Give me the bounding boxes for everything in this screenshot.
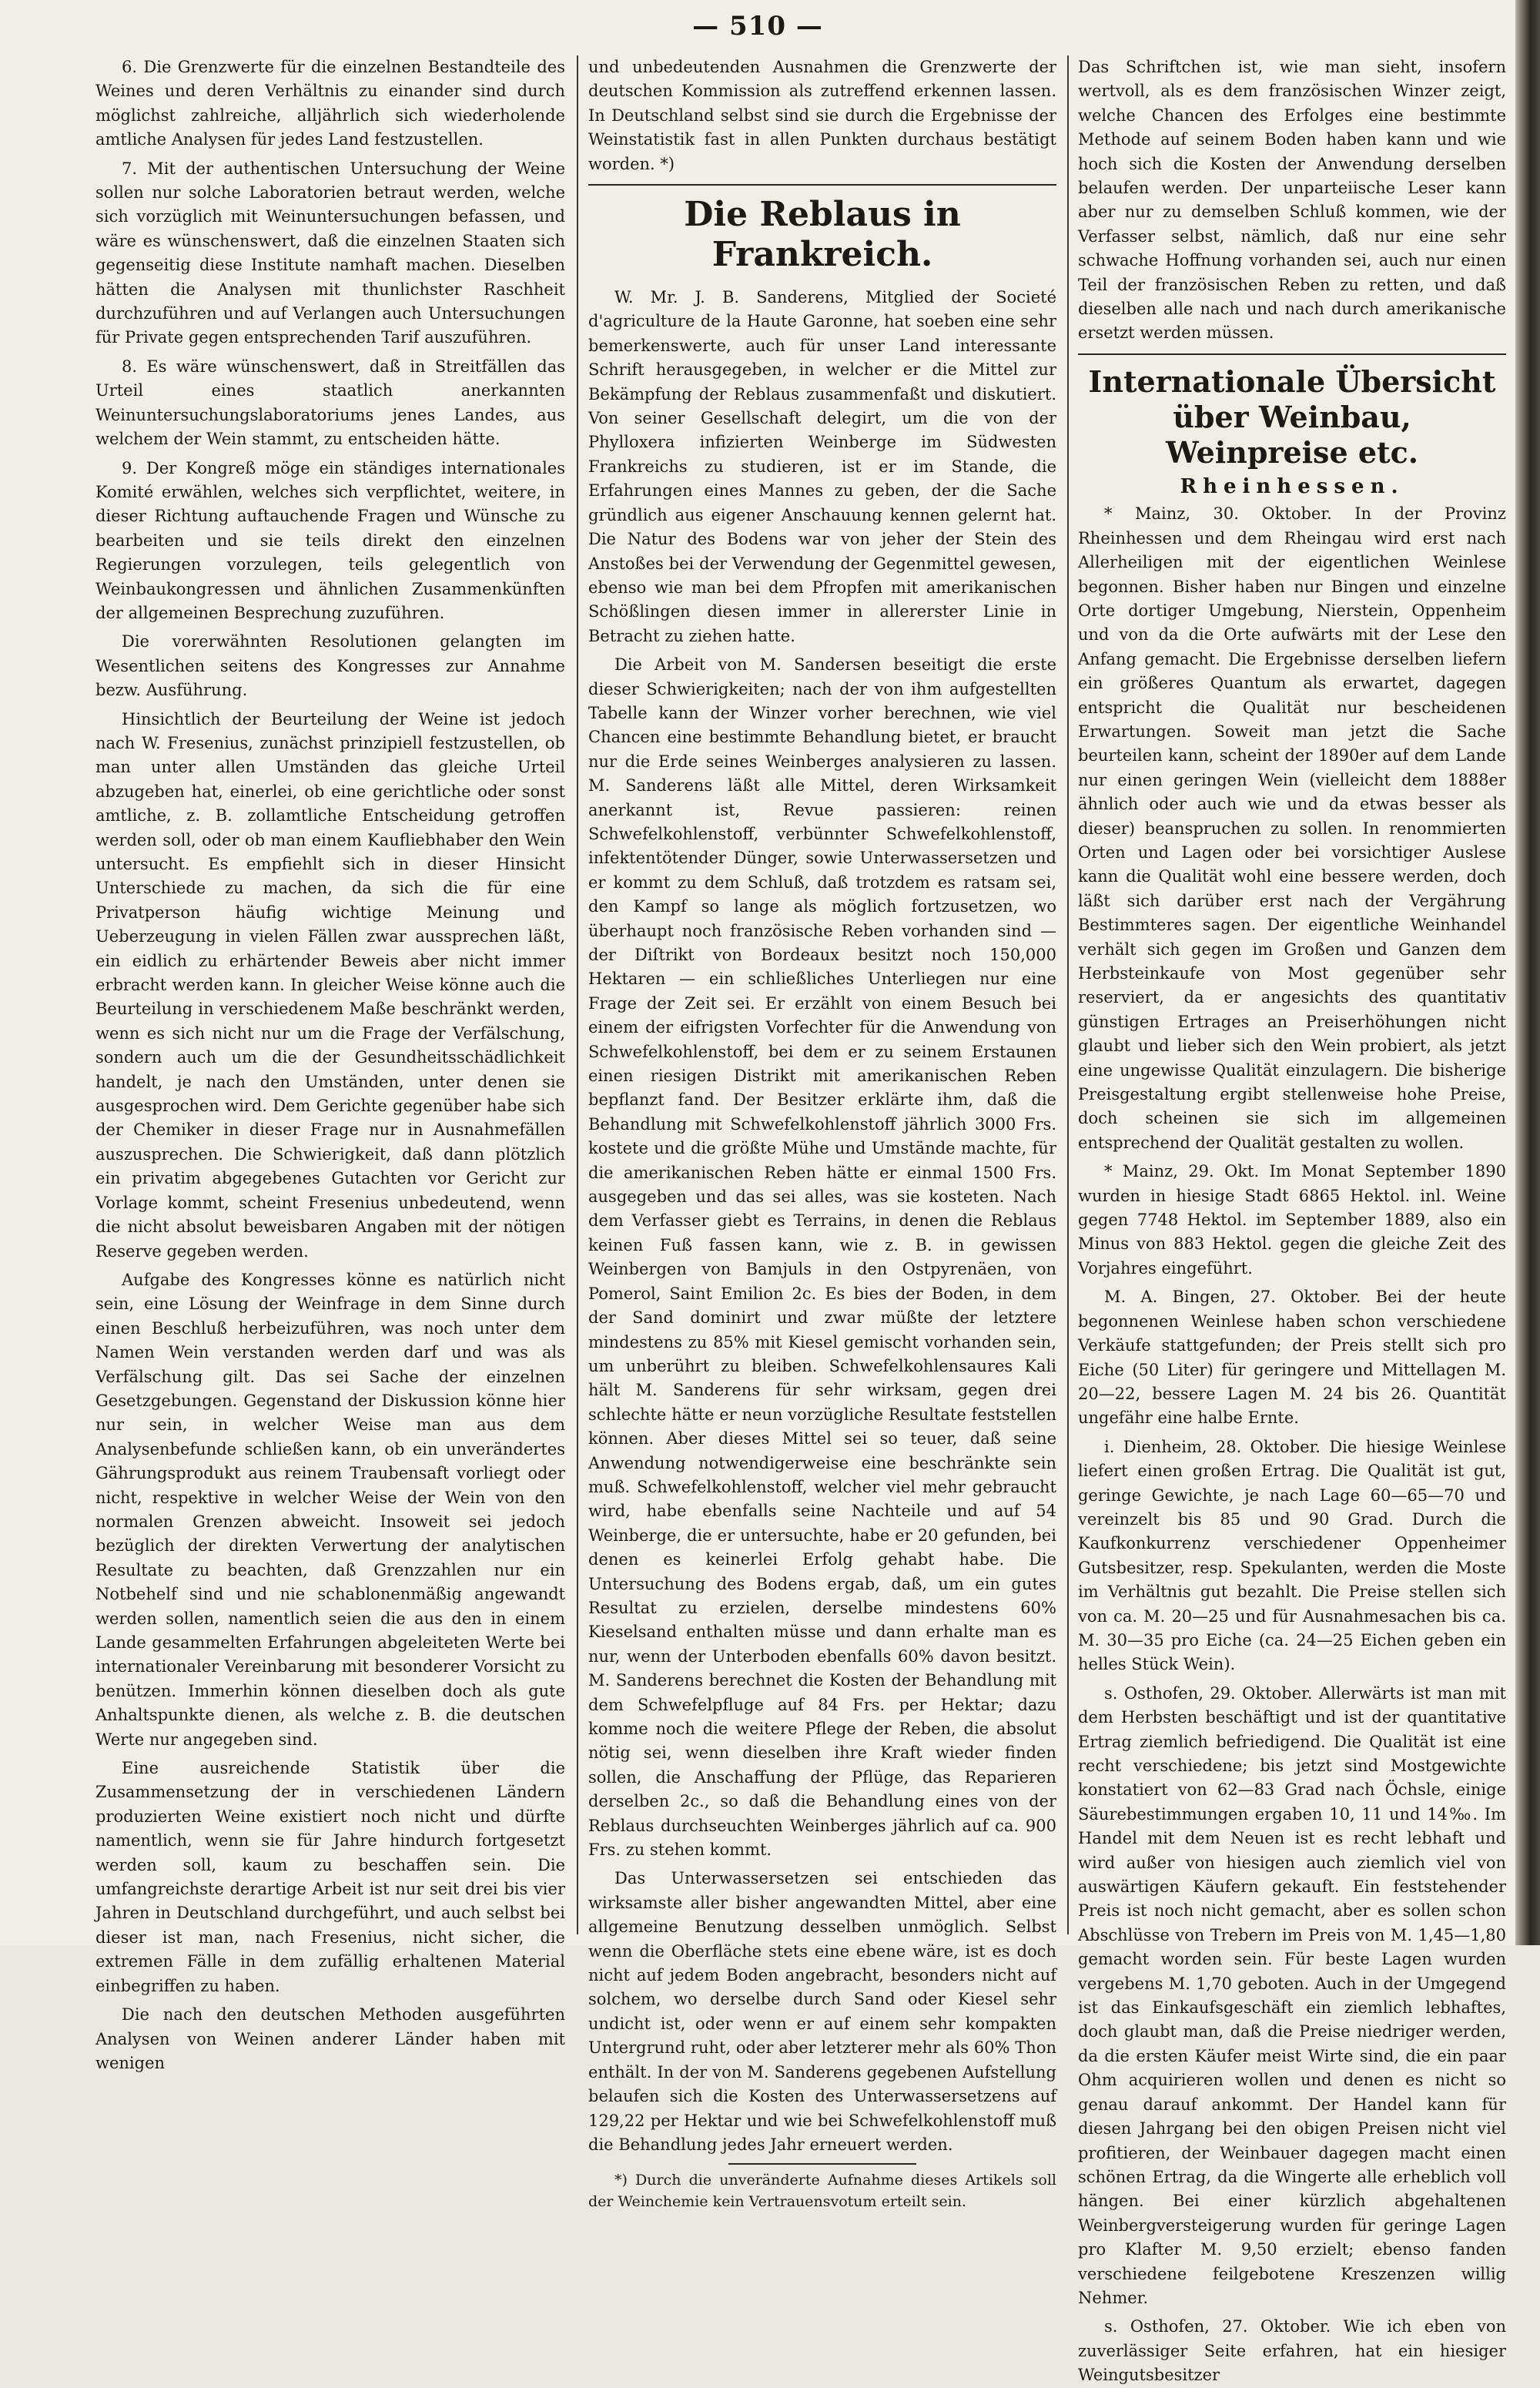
paragraph: Aufgabe des Kongresses könne es natürlich nicht sein, eine Lösung der Weinfrage in dem Sinne durch einen Beschluß herbeizuführen, was noch unter dem Namen Wein verstanden werden darf und was als Verfälschung gilt. Das sei Sache der einzelnen Gesetzgebungen. Gegenstand der Diskussion könne hier nur sein, in welcher Weise man aus dem Analysenbefunde schließen kann, ob ein unverändertes Gährungsprodukt aus reinem Traubensaft vorliegt oder nicht, respektive in welcher Weise der Wein von den normalen Grenzen abweicht. Insoweit sei jedoch bezüglich der direkten Verwertung der analytischen Resultate zu beachten, daß Grenzzahlen nur ein Notbehelf sind und nie schablonenmäßig angewandt werden sollen, namentlich seien die aus den in einem Lande gesammelten Erfahrungen abgeleiteten Werte bei internationaler Vereinbarung mit besonderer Vorsicht zu benützen. Immerhin können dieselben doch als gute Anhaltspunkte dienen, als welche z. B. die deutschen Werte nur angegeben sind. (95, 1270, 565, 1749)
column-left (95, 55, 565, 2072)
column-divider (1067, 55, 1069, 1934)
footnote-rule (728, 2163, 916, 2165)
paragraph: i. Dienheim, 28. Oktober. Die hiesige Weinlese liefert einen großen Ertrag. Die Qualität ist gut, geringe Gewichte, je nach Lage 60—65—70 und vereinzelt bis 85 und 90 Grad. Durch die Kaufkonkurrenz verschiedener Oppenheimer Gutsbesitzer, resp. Spekulanten, werden die Moste im Verhältnis gut bezahlt. Die Preise stellen sich von ca. M. 20—25 und für Ausnahmesachen bis ca. M. 30—35 pro Eiche (ca. 24—25 Eichen geben ein helles Stück Wein). (1078, 1437, 1506, 1674)
binding-edge (1515, 0, 1540, 1945)
paragraph: s. Osthofen, 29. Oktober. Allerwärts ist man mit dem Herbsten beschäftigt und ist der quantitative Ertrag ziemlich befriedigend. Die Qualität ist eine recht verschiedene; bis jetzt sind Mostgewichte konstatiert von 62—83 Grad nach Öchsle, einige Säurebestimmungen ergaben 10, 11 und 14‰. Im Handel mit dem Neuen ist es recht lebhaft und wird außer von hiesigen auch ziemlich viel von auswärtigen Käufern gekauft. Ein feststehender Preis ist noch nicht gemacht, aber es sollen schon Abschlüsse von Trebern im Preis von M. 1,45—1,80 gemacht worden sein. Für beste Lagen wurden vergebens M. 1,70 geboten. Auch in der Umgegend ist das Einkaufsgeschäft ein ziemlich lebhaftes, doch glaubt man, daß die Preise niedriger werden, da die ersten Käufer meist Wirte sind, die ein paar Ohm acquirieren wollen und denen es nicht so genau darauf ankommt. Der Handel kann für diesen Jahrgang bei den obigen Preisen nicht viel profitieren, der Weinbauer dagegen macht einen schönen Ertrag, da die Wingerte alle erheblich voll hängen. Bei einer kürzlich abgehaltenen Weinbergversteigerung wurden für geringe Lagen pro Klafter M. 9,50 erzielt; ebenso fanden verschiedene feilgebotene Kreszenzen willig Nehmer. (1078, 1683, 1506, 2307)
paragraph: W. Mr. J. B. Sanderens, Mitglied der Societé d'agriculture de la Haute Garonne, hat soeben eine sehr bemerkenswerte, auch für unser Land interessante Schrift herausgegeben, in welcher er die Mittel zur Bekämpfung der Reblaus zusammenfaßt und diskutiert. Von seiner Gesellschaft delegirt, um die von der Phylloxera infizierten Weinberge im Südwesten Frankreichs zu studieren, ist er im Stande, die Erfahrungen eines Mannes zu geben, der die Sache gründlich aus eigener Anschauung kennen gelernt hat. Die Natur des Bodens war von jeher der Stein des Anstoßes bei der Verwendung der Gegenmittel gewesen, ebenso wie man bei dem Pfropfen mit amerikanischen Schößlingen diesen immer in allererster Linie in Betracht zu ziehen hatte. (588, 288, 1056, 645)
paragraph: Die Arbeit von M. Sandersen beseitigt die erste dieser Schwierigkeiten; nach der von ihm aufgestellten Tabelle kann der Winzer vorher berechnen, wie viel Chancen eine bestimmte Behandlung bietet, er braucht nur die Erde seines Weinberges analysieren zu lassen. M. Sanderens läßt alle Mittel, deren Wirksamkeit anerkannt ist, Revue passieren: reinen Schwefelkohlenstoff, verbünnter Schwefelkohlenstoff, infektentötender Dünger, sowie Unterwassersetzen und er kommt zu dem Schluß, daß trotzdem es ratsam sei, den Kampf so lange als möglich fortzusetzen, wo überhaupt noch französische Reben vorhanden sind — der Diſtrikt von Bordeaux besitzt noch 150,000 Hektaren — ein schließliches Unterliegen nur eine Frage der Zeit sei. Er erzählt von einem Besuch bei einem der eifrigsten Vorfechter für die Anwendung von Schwefelkohlenstoff, bei dem er zu seinem Erstaunen einen riesigen Distrikt mit amerikanischen Reben bepflanzt fand. Der Besitzer erklärte ihm, daß die Behandlung mit Schwefelkohlenstoff jährlich 3000 Frs. kostete und die größte Mühe und Umstände machte, für die amerikanischen Reben hätte er einmal 1500 Frs. ausgegeben und das sei alles, was sie kosteten. Nach dem Verfasser giebt es Terrains, in denen die Reblaus keinen Fuß fassen kann, wie z. B. in gewissen Weinbergen von Bamjuls in den Ostpyrenäen, von Pomerol, Saint Emilion 2c. Es bies der Boden, in dem der Sand dominirt und zwar müßte der letztere mindestens zu 85% mit Kiesel gemischt vorhanden sein, um unberührt zu bleiben. Schwefelkohlensaures Kali hält M. Sanderens für sehr wirksam, gegen drei schlechte hätte er neun vorzügliche Resultate feststellen können. Aber dieses Mittel sei so teuer, daß seine Anwendung notwendigerweise eine beschränkte sein muß. Schwefelkohlenstoff, welcher viel mehr gebraucht wird, habe ebenfalls seine Nachteile und auf 54 Weinberge, die er untersuchte, habe er 20 gefunden, bei denen es keinerlei Erfolg gehabt habe. Die Untersuchung des Bodens ergab, daß, um ein gutes Resultat zu erzielen, derselbe mindestens 60% Kieselsand enthalten müsse und dann erhalte man es nur, wenn der Unterboden ebenfalls 60% davon besitzt. M. Sanderens berechnet die Kosten der Behandlung mit dem Schwefelpfluge auf 84 Frs. per Hektar; dazu komme noch die weitere Pflege der Reben, die absolut nötig sei, wenn dieselben ihre Kraft wieder finden sollen, die Anschaffung der Pflüge, das Reparieren derselben 2c., so daß die Behandlung eines von der Reblaus durchseuchten Weinberges jährlich auf ca. 900 Frs. zu stehen kommt. (588, 655, 1056, 1860)
column-right (1078, 55, 1506, 2385)
section-title: Internationale Übersicht über Weinbau, Weinpreise etc. (1088, 363, 1496, 470)
article-title: Die Reblaus in Frankreich. (684, 195, 961, 275)
region-heading: Rheinhessen. (1180, 474, 1404, 498)
column-divider (577, 55, 578, 1934)
paragraph: Das Unterwassersetzen sei entschieden das wirksamste aller bisher angewandten Mittel, aber eine allgemeine Benutzung desselben unmöglich. Selbst wenn die Oberfläche stets eine ebene wäre, ist es doch nicht auf jedem Boden angebracht, besonders nicht auf solchem, wo derselbe durch Sand oder Kiesel sehr undicht ist, oder wenn er auf einem sehr kompakten Untergrund ruht, oder aber letzterer mehr als 60% Thon enthält. In der von M. Sanderens gegebenen Aufstellung belaufen sich die Kosten des Unterwassersetzens auf 129,22 per Hektar und wie bei Schwefelkohlenstoff muß die Behandlung jedes Jahr erneuert werden. (588, 1869, 1056, 2154)
paragraph: Eine ausreichende Statistik über die Zusammensetzung der in verschiedenen Ländern produzierten Weine existiert noch nicht und dürfte namentlich, wenn sie für Jahre hindurch fortgesetzt werden soll, kaum zu beschaffen sein. Die umfangreichste derartige Arbeit ist nur seit drei bis vier Jahren in Deutschland durchgeführt, und auch selbst bei dieser ist man, nach Fresenius, nicht sicher, die extremen Fälle in dem zufällig erhaltenen Material einbegriffen zu haben. (95, 1759, 565, 1995)
paragraph: Die nach den deutschen Methoden ausgeführten Analysen von Weinen anderer Länder haben mit wenigen (95, 2005, 565, 2072)
paragraph: * Mainz, 29. Okt. Im Monat September 1890 wurden in hiesige Stadt 6865 Hektol. inl. Weine gegen 7748 Hektol. im September 1889, also ein Minus von 883 Hektol. gegen die gleiche Zeit des Vorjahres eingeführt. (1078, 1162, 1506, 1278)
paragraph: * Mainz, 30. Oktober. In der Provinz Rheinhessen und dem Rheingau wird erst nach Allerheiligen mit der eigentlichen Weinlese begonnen. Bisher haben nur Bingen und einzelne Orte dortiger Umgebung, Nierstein, Oppenheim und von da die Orte aufwärts mit der Lese den Anfang gemacht. Die Ergebnisse derselben liefern ein größeres Quantum als erwartet, dagegen entspricht die Qualität nur bescheidenen Erwartungen. Soweit man jetzt die Sache beurteilen kann, scheint der 1890er auf dem Lande nur einen geringen Wein (vielleicht dem 1888er ähnlich oder auch wie und da etwas besser als dieser) beanspruchen zu sollen. In renommierten Orten und Lagen oder bei vorsichtiger Auslese kann die Qualität wohl eine bessere werden, doch läßt sich darüber erst nach der Vergährung Bestimmteres sagen. Der eigentliche Weinhandel verhält sich gegen im Großen und Ganzen dem Herbsteinkaufe von Most gegenüber sehr reserviert, da er angesichts des quantitativ günstigen Ertrages an Preiserhöhungen nicht glaubt und lieber sich den Wein probiert, als jetzt eine ungewisse Qualität einzulagern. Die bisherige Preisgestaltung ergibt stellenweise hohe Preise, doch scheinen sie sich im allgemeinen entsprechend der Qualität gestalten zu wollen. (1078, 504, 1506, 1152)
paragraph: und unbedeutenden Ausnahmen die Grenzwerte der deutschen Kommission als zutreffend erkennen lassen. In Deutschland selbst sind sie durch die Ergebnisse der Weinstatistik fast in allen Punkten durchaus bestätigt worden. *) (588, 58, 1056, 173)
paragraph: Die vorerwähnten Resolutionen gelangten im Wesentlichen seitens des Kongresses zur Annahme bezw. Ausführung. (95, 632, 565, 700)
section-rule (588, 184, 1056, 186)
page-number: — 510 — (692, 11, 823, 42)
footnote: *) Durch die unveränderte Aufnahme dieses Artikels soll der Weinchemie kein Vertrauensvotum erteilt sein. (588, 2172, 1056, 2211)
section-rule (1078, 353, 1506, 355)
paragraph: Das Schriftchen ist, wie man sieht, insofern wertvoll, als es dem französischen Winzer zeigt, welche Chancen des Erfolges eine bestimmte Methode auf seinem Boden haben kann und wie hoch sich die Kosten der Anwendung derselben belaufen werden. Der unparteiische Leser kann aber nur zu demselben Schluß kommen, wie der Verfasser selbst, nämlich, daß nur eine sehr schwache Hoffnung vorhanden sei, auch nur einen Teil der französischen Reben zu retten, und daß dieselben alle nach und nach durch amerikanische ersetzt werden müssen. (1078, 58, 1506, 343)
paragraph: 8. Es wäre wünschenswert, daß in Streitfällen das Urteil eines staatlich anerkannten Weinuntersuchungslaboratoriums jenes Landes, aus welchem der Wein stammt, zu entscheiden hätte. (95, 357, 565, 449)
paragraph: M. A. Bingen, 27. Oktober. Bei der heute begonnenen Weinlese haben schon verschiedene Verkäufe stattgefunden; der Preis stellt sich pro Eiche (50 Liter) für geringere und Mittellagen M. 20—22, bessere Lagen M. 24 bis 26. Quantität ungefähr eine halbe Ernte. (1078, 1288, 1506, 1428)
paragraph: 7. Mit der authentischen Untersuchung der Weine sollen nur solche Laboratorien betraut werden, welche sich vorzüglich mit Weinuntersuchungen befassen, und wäre es wünschenswert, daß die einzelnen Staaten sich gegenseitig diese Institute namhaft machen. Dieselben hätten die Analysen mit thunlichster Raschheit durchzuführen und auf Verlangen auch Untersuchungen für Private gegen entsprechenden Tarif auszuführen. (95, 159, 565, 347)
paragraph: 9. Der Kongreß möge ein ständiges internationales Komité erwählen, welches sich verpflichtet, weitere, in dieser Richtung auftauchende Fragen und Wünsche zu bearbeiten und sie teils direkt den einzelnen Regierungen vorzulegen, teils gelegentlich von Weinbaukongressen und ähnlichen Zusammenkünften der allgemeinen Besprechung zuzuführen. (95, 458, 565, 622)
paragraph: s. Osthofen, 27. Oktober. Wie ich eben von zuverlässiger Seite erfahren, hat ein hiesiger Weingutsbesitzer (1078, 2317, 1506, 2385)
column-middle (588, 55, 1056, 2211)
paragraph: Hinsichtlich der Beurteilung der Weine ist jedoch nach W. Fresenius, zunächst prinzipiell festzustellen, ob man unter allen Umständen das gleiche Urteil abzugeben hat, einerlei, ob eine gerichtliche oder sonst amtliche, z. B. zollamtliche Entscheidung getroffen werden soll, oder ob man einem Kaufliebhaber den Wein untersucht. Es empfiehlt sich in dieser Hinsicht Unterschiede zu machen, da sich die für eine Privatperson häufig wichtige Meinung und Ueberzeugung in vielen Fällen zwar aussprechen läßt, ein eidlich zu erhärtender Beweis aber nicht immer erbracht werden kann. In gleicher Weise könne auch die Beurteilung in verschiedenem Maße beschränkt werden, wenn es sich nicht nur um die Frage der Verfälschung, sondern auch um die der Gesundheitsschädlichkeit handelt, je nach den Umständen, unter denen sie ausgesprochen wird. Dem Gerichte gegenüber habe sich der Chemiker in dieser Frage nur in Ausnahmefällen auszusprechen. Die Schwierigkeit, daß dann plötzlich ein privatim abgegebenes Gutachten vor Gericht zur Vorlage kommt, scheint Fresenius unbedeutend, wenn die nicht absolut beweisbaren Angaben mit der nötigen Reserve gegeben werden. (95, 709, 565, 1261)
paragraph: 6. Die Grenzwerte für die einzelnen Bestandteile des Weines und deren Verhältnis zu einander sind durch möglichst zahlreiche, alljährlich sich wiederholende amtliche Analysen für jedes Land festzustellen. (95, 58, 565, 149)
